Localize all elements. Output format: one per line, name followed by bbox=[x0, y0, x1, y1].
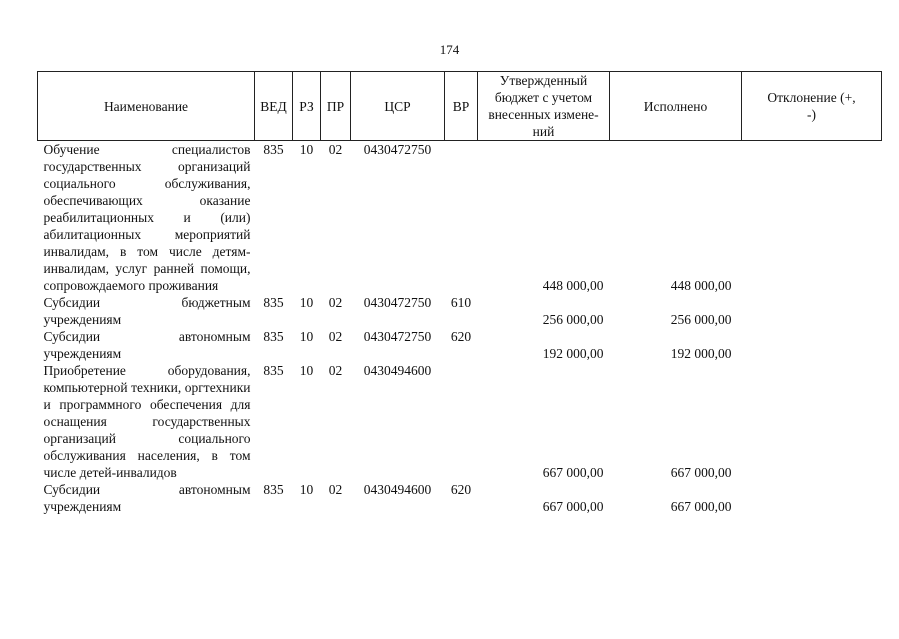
row-ved: 835 bbox=[263, 295, 284, 310]
row-rz: 10 bbox=[299, 142, 314, 157]
table-body bbox=[38, 141, 882, 516]
header-csr: ЦСР bbox=[351, 72, 445, 141]
header-approved: Утвержденный бюджет с учетом внесенных измене-ний bbox=[478, 72, 610, 141]
row-deviation bbox=[742, 362, 882, 481]
row-rz: 10 bbox=[299, 329, 314, 344]
row-vr: 620 bbox=[450, 329, 472, 344]
page-number: 174 bbox=[439, 42, 460, 57]
row-csr: 0430494600 bbox=[363, 363, 432, 378]
row-name: Субсидии бюджетным учреждениям bbox=[43, 295, 251, 327]
row-rz: 10 bbox=[299, 295, 314, 310]
row-vr: 610 bbox=[450, 295, 472, 310]
row-ved: 835 bbox=[263, 142, 284, 157]
row-ved: 835 bbox=[263, 329, 284, 344]
row-csr: 0430472750 bbox=[363, 329, 432, 344]
row-pr: 02 bbox=[328, 142, 343, 157]
table-header bbox=[38, 72, 882, 141]
header-rz: РЗ bbox=[293, 72, 321, 141]
row-pr: 02 bbox=[328, 329, 343, 344]
row-executed: 667 000,00 bbox=[670, 465, 732, 480]
table-row bbox=[38, 481, 882, 515]
table-row bbox=[38, 141, 882, 295]
row-executed: 192 000,00 bbox=[670, 346, 732, 361]
row-executed: 256 000,00 bbox=[670, 312, 732, 327]
header-name: Наименование bbox=[38, 72, 255, 141]
table-row bbox=[38, 362, 882, 481]
header-vr: ВР bbox=[445, 72, 478, 141]
row-name: Субсидии автономным учреждениям bbox=[43, 329, 251, 361]
row-rz: 10 bbox=[299, 482, 314, 497]
row-csr: 0430472750 bbox=[363, 295, 432, 310]
row-csr: 0430472750 bbox=[363, 142, 432, 157]
row-vr bbox=[445, 362, 478, 481]
row-approved: 192 000,00 bbox=[542, 346, 604, 361]
row-name: Обучение специалистов государственных организаций социального обслуживания, обеспечивающих оказание реабилитационных и (или) абилитационных мероприятий инвалидам, в том числе детям-инвалидам, услуг ранней помощи, сопровождаемого проживания bbox=[43, 142, 251, 293]
row-csr: 0430494600 bbox=[363, 482, 432, 497]
row-name: Приобретение оборудования, компьютерной техники, оргтехники и программного обеспечения для оснащения государственных организаций социального обслуживания населения, в том числе детей-инвалидов bbox=[43, 363, 251, 480]
row-pr: 02 bbox=[328, 363, 343, 378]
header-executed: Исполнено bbox=[610, 72, 742, 141]
row-deviation bbox=[742, 481, 882, 515]
row-deviation bbox=[742, 294, 882, 328]
table-row bbox=[38, 294, 882, 328]
budget-table bbox=[37, 71, 882, 515]
row-deviation bbox=[742, 328, 882, 362]
row-vr bbox=[445, 141, 478, 295]
row-executed: 667 000,00 bbox=[670, 499, 732, 514]
row-approved: 448 000,00 bbox=[542, 278, 604, 293]
row-vr: 620 bbox=[450, 482, 472, 497]
row-pr: 02 bbox=[328, 295, 343, 310]
row-rz: 10 bbox=[299, 363, 314, 378]
header-ved: ВЕД bbox=[255, 72, 293, 141]
header-pr: ПР bbox=[321, 72, 351, 141]
row-deviation bbox=[742, 141, 882, 295]
row-ved: 835 bbox=[263, 363, 284, 378]
row-approved: 667 000,00 bbox=[542, 465, 604, 480]
row-name: Субсидии автономным учреждениям bbox=[43, 482, 251, 514]
row-executed: 448 000,00 bbox=[670, 278, 732, 293]
table-row bbox=[38, 328, 882, 362]
row-pr: 02 bbox=[328, 482, 343, 497]
row-approved: 256 000,00 bbox=[542, 312, 604, 327]
row-ved: 835 bbox=[263, 482, 284, 497]
row-approved: 667 000,00 bbox=[542, 499, 604, 514]
header-deviation: Отклонение (+, -) bbox=[742, 72, 882, 141]
